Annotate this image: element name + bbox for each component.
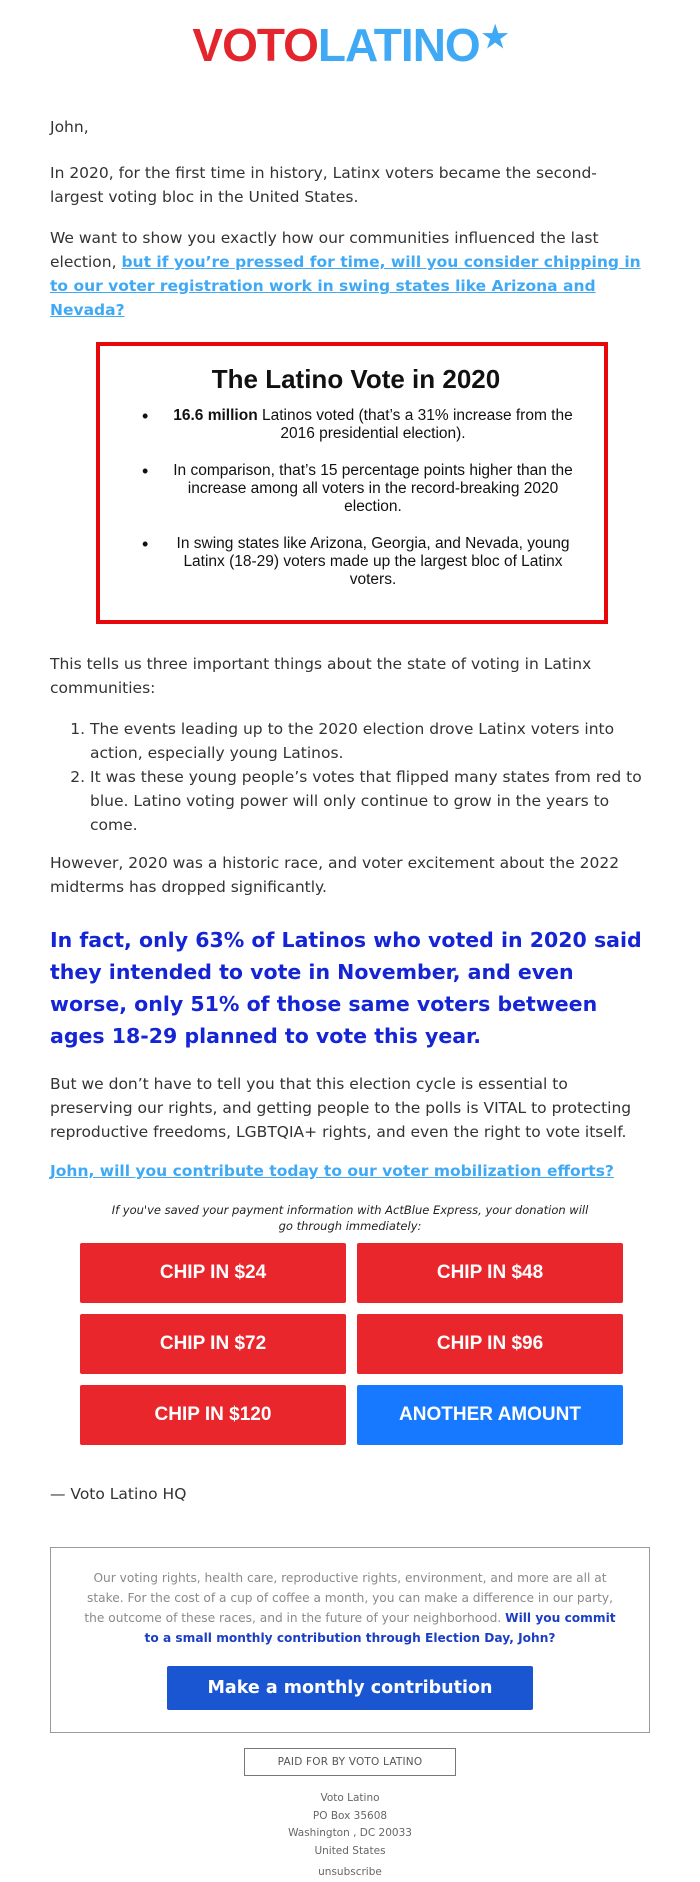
donation-buttons: [80, 1243, 650, 1445]
numbered-list: [50, 717, 650, 837]
list-item: 2. It was these young people’s votes that flipped many states from red to blue. Latino voting power will only continue to grow in the years to come.: [90, 765, 650, 837]
greeting: John,: [50, 118, 89, 136]
email-body: [0, 115, 700, 1882]
highlight-statistic: In fact, only 63% of Latinos who voted in 2020 said they intended to vote in November, and even worse, only 51% of those same voters between ages 18-29 planned to vote this year.: [50, 928, 642, 1048]
footer-address: [50, 1790, 650, 1882]
monthly-body: Our voting rights, health care, reproductive rights, environment, and more are all at stake. For the cost of a cup of coffee a month, you can make a difference in our party, the outcome of these races, and in the future of your neighborhood.: [84, 1571, 613, 1625]
unsubscribe-link[interactable]: unsubscribe: [318, 1866, 382, 1878]
rights-paragraph: But we don’t have to tell you that this election cycle is essential to preserving our rights, and getting people to the polls is VITAL to protecting reproductive freedoms, LGBTQIA+ rights, and even the right to vote itself.: [50, 1075, 632, 1141]
monthly-contribution-button[interactable]: Make a monthly contribution: [167, 1666, 533, 1710]
three-things-paragraph: This tells us three important things about the state of voting in Latinx communities:: [50, 655, 592, 697]
intro-paragraph: In 2020, for the first time in history, Latinx voters became the second-largest voting bloc in the United States.: [50, 164, 597, 206]
signature: — Voto Latino HQ: [50, 1485, 187, 1503]
another-amount-button[interactable]: ANOTHER AMOUNT: [357, 1385, 623, 1445]
infobox-list: [128, 407, 584, 589]
infobox-item: • In comparison, that’s 15 percentage points higher than the increase among all voters in the record-breaking 2020 election.: [138, 462, 584, 516]
paid-for-disclaimer: PAID FOR BY VOTO LATINO: [244, 1748, 456, 1776]
infobox-item: [138, 407, 584, 443]
footer-address-line: Washington , DC 20033: [288, 1827, 412, 1839]
swing-states-donate-link[interactable]: but if you’re pressed for time, will you consider chipping in to our voter registration work in swing states like Arizona and Nevada?: [50, 253, 641, 319]
midterms-paragraph: However, 2020 was a historic race, and voter excitement about the 2022 midterms has dropped significantly.: [50, 854, 620, 896]
influence-paragraph: [50, 226, 650, 322]
latino-vote-infobox: [96, 342, 608, 624]
infobox-item: • In swing states like Arizona, Georgia, and Nevada, young Latinx (18-29) voters made up the largest bloc of Latinx voters.: [138, 535, 584, 589]
infobox-title: The Latino Vote in 2020: [211, 364, 501, 394]
monthly-contribution-box: [50, 1547, 650, 1733]
logo-latino-text: LATINO: [317, 19, 480, 71]
chip-in-72-button[interactable]: CHIP IN $72: [80, 1314, 346, 1374]
star-icon: ★: [481, 21, 508, 54]
contribute-today-link[interactable]: John, will you contribute today to our voter mobilization efforts?: [50, 1162, 614, 1180]
voto-latino-logo[interactable]: [0, 0, 700, 90]
actblue-note: If you've saved your payment information with ActBlue Express, your donation will go through immediately:: [111, 1203, 589, 1233]
footer-org-name: Voto Latino: [320, 1792, 380, 1804]
chip-in-24-button[interactable]: CHIP IN $24: [80, 1243, 346, 1303]
chip-in-120-button[interactable]: CHIP IN $120: [80, 1385, 346, 1445]
infobox-item-bold: 16.6 million: [173, 407, 258, 424]
logo-voto-text: VOTO: [192, 19, 318, 71]
list-item: 1. The events leading up to the 2020 election drove Latinx voters into action, especially young Latinos.: [90, 717, 650, 765]
chip-in-96-button[interactable]: CHIP IN $96: [357, 1314, 623, 1374]
influence-text: We want to show you exactly how our communities influenced the last election,: [50, 229, 599, 271]
infobox-item-text: Latinos voted (that’s a 31% increase from the 2016 presidential election).: [257, 407, 573, 442]
monthly-ask: Will you commit to a small monthly contribution through Election Day, John?: [144, 1611, 616, 1645]
monthly-text: [79, 1568, 621, 1648]
footer-address-line: PO Box 35608: [312, 1809, 388, 1822]
footer-country: United States: [314, 1844, 386, 1857]
chip-in-48-button[interactable]: CHIP IN $48: [357, 1243, 623, 1303]
